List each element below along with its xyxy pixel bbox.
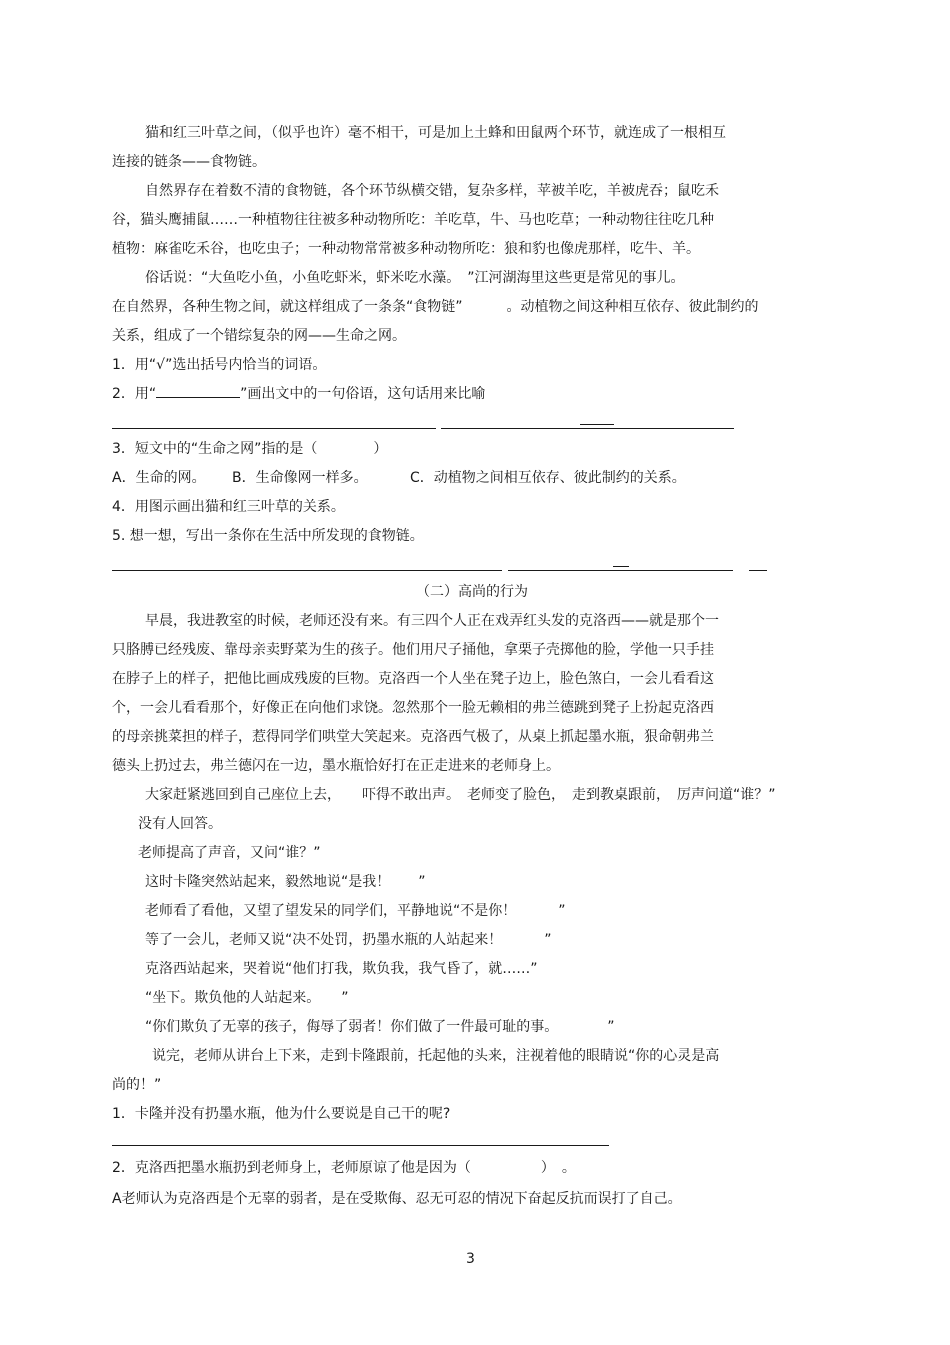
p1-question-3-option-a: A．生命的网。 bbox=[112, 470, 206, 486]
p2-para8: 克洛西站起来，哭着说“他们打我，欺负我，我气昏了，就……” bbox=[145, 961, 538, 977]
p1-para3-line2-a: 在自然界，各种生物之间，就这样组成了一条条“食物链” bbox=[112, 299, 463, 315]
p2-question-1: 1．卡隆并没有扔墨水瓶，他为什么要说是自己干的呢? bbox=[112, 1106, 451, 1122]
p1-para3-line2 bbox=[112, 297, 759, 317]
page-number: 3 bbox=[466, 1251, 475, 1267]
p1-para2-line2: 谷，猫头鹰捕鼠……一种植物往往被多种动物所吃：羊吃草，牛、马也吃草；一种动物往往吃几种 bbox=[112, 212, 714, 228]
p2-para10: “你们欺负了无辜的孩子，侮辱了弱者！你们做了一件最可耻的事。 ” bbox=[145, 1019, 615, 1035]
p1-question-2 bbox=[112, 384, 485, 404]
p1-para3-line2-b: 。动植物之间这种相互依存、彼此制约的 bbox=[506, 299, 759, 315]
answer-line bbox=[112, 1145, 609, 1146]
p2-para7: 等了一会儿，老师又说“决不处罚，扔墨水瓶的人站起来！ ” bbox=[145, 932, 552, 948]
p2-para1-line1: 早晨，我进教室的时候，老师还没有来。有三四个人正在戏弄红头发的克洛西——就是那个一 bbox=[145, 613, 719, 629]
p1-para2-line3: 植物：麻雀吃禾谷，也吃虫子；一种动物常常被多种动物所吃：狼和豹也像虎那样，吃牛、羊。 bbox=[112, 241, 700, 257]
fill-blank-line bbox=[156, 385, 240, 398]
p2-question-2-option-a: A老师认为克洛西是个无辜的弱者，是在受欺侮、忍无可忍的情况下奋起反抗而误打了自己。 bbox=[112, 1191, 682, 1207]
p2-para11-line2: 尚的！” bbox=[112, 1077, 162, 1093]
p1-question-2-b: ”画出文中的一句俗语，这句话用来比喻 bbox=[240, 386, 486, 402]
p2-para1-line3: 在脖子上的样子，把他比画成残废的巨物。克洛西一个人坐在凳子边上，脸色煞白，一会儿看看这 bbox=[112, 671, 714, 687]
answer-line bbox=[749, 570, 767, 571]
p2-para4: 老师提高了声音，又问“谁？” bbox=[138, 845, 321, 861]
p2-para9: “坐下。欺负他的人站起来。 ” bbox=[145, 990, 349, 1006]
p2-para1-line5: 的母亲挑菜担的样子，惹得同学们哄堂大笑起来。克洛西气极了，从桌上抓起墨水瓶，狠命朝弗兰 bbox=[112, 729, 714, 745]
p2-para1-line4: 个，一会儿看看那个，好像正在向他们求饶。忽然那个一脸无赖相的弗兰德跳到凳子上扮起克洛西 bbox=[112, 700, 714, 716]
p1-para1-line1: 猫和红三叶草之间，（似乎也许）毫不相干，可是加上土蜂和田鼠两个环节，就连成了一根相互 bbox=[145, 125, 726, 141]
answer-line bbox=[112, 428, 436, 429]
p1-para1-line2: 连接的链条——食物链。 bbox=[112, 154, 266, 170]
p1-para3-line3: 关系，组成了一个错综复杂的网——生命之网。 bbox=[112, 328, 406, 344]
p2-para5: 这时卡隆突然站起来，毅然地说“是我！ ” bbox=[145, 874, 426, 890]
answer-line-mark bbox=[613, 566, 629, 567]
p2-para6: 老师看了看他，又望了望发呆的同学们，平静地说“不是你！ ” bbox=[145, 903, 566, 919]
p2-question-2: 2．克洛西把墨水瓶扔到老师身上，老师原谅了他是因为（ ） 。 bbox=[112, 1160, 576, 1176]
answer-line-mark bbox=[580, 424, 614, 425]
p1-question-1: 1．用“√”选出括号内恰当的词语。 bbox=[112, 357, 327, 373]
p1-question-3: 3．短文中的“生命之网”指的是（ ） bbox=[112, 441, 388, 457]
p2-para2: 大家赶紧逃回到自己座位上去， 吓得不敢出声。 老师变了脸色， 走到教桌跟前， 厉声问道“谁？” bbox=[145, 787, 776, 803]
p1-question-3-option-b: B．生命像网一样多。 bbox=[232, 470, 368, 486]
p1-para2-line1: 自然界存在着数不清的食物链，各个环节纵横交错，复杂多样，苹被羊吃，羊被虎吞；鼠吃禾 bbox=[145, 183, 719, 199]
p1-para3-line1: 俗话说：“大鱼吃小鱼，小鱼吃虾米，虾米吃水藻。 ”江河湖海里这些更是常见的事儿。 bbox=[145, 270, 685, 286]
p1-question-4: 4．用图示画出猫和红三叶草的关系。 bbox=[112, 499, 345, 515]
p1-question-3-option-c: C．动植物之间相互依存、彼此制约的关系。 bbox=[410, 470, 686, 486]
answer-line bbox=[508, 570, 733, 571]
p2-title: （二）高尚的行为 bbox=[416, 584, 528, 600]
p2-para1-line2: 只胳膊已经残废、靠母亲卖野菜为生的孩子。他们用尺子捅他，拿栗子壳掷他的脸，学他一只手挂 bbox=[112, 642, 714, 658]
answer-line bbox=[112, 570, 502, 571]
p1-question-5: 5. 想一想，写出一条你在生活中所发现的食物链。 bbox=[112, 528, 424, 544]
p2-para1-line6: 德头上扔过去，弗兰德闪在一边，墨水瓶恰好打在正走进来的老师身上。 bbox=[112, 758, 560, 774]
answer-line bbox=[441, 428, 734, 429]
p2-para11-line1: 说完，老师从讲台上下来，走到卡隆跟前，托起他的头来，注视着他的眼睛说“你的心灵是高 bbox=[152, 1048, 720, 1064]
p1-question-2-a: 2．用“ bbox=[112, 386, 157, 402]
p2-para3: 没有人回答。 bbox=[138, 816, 222, 832]
